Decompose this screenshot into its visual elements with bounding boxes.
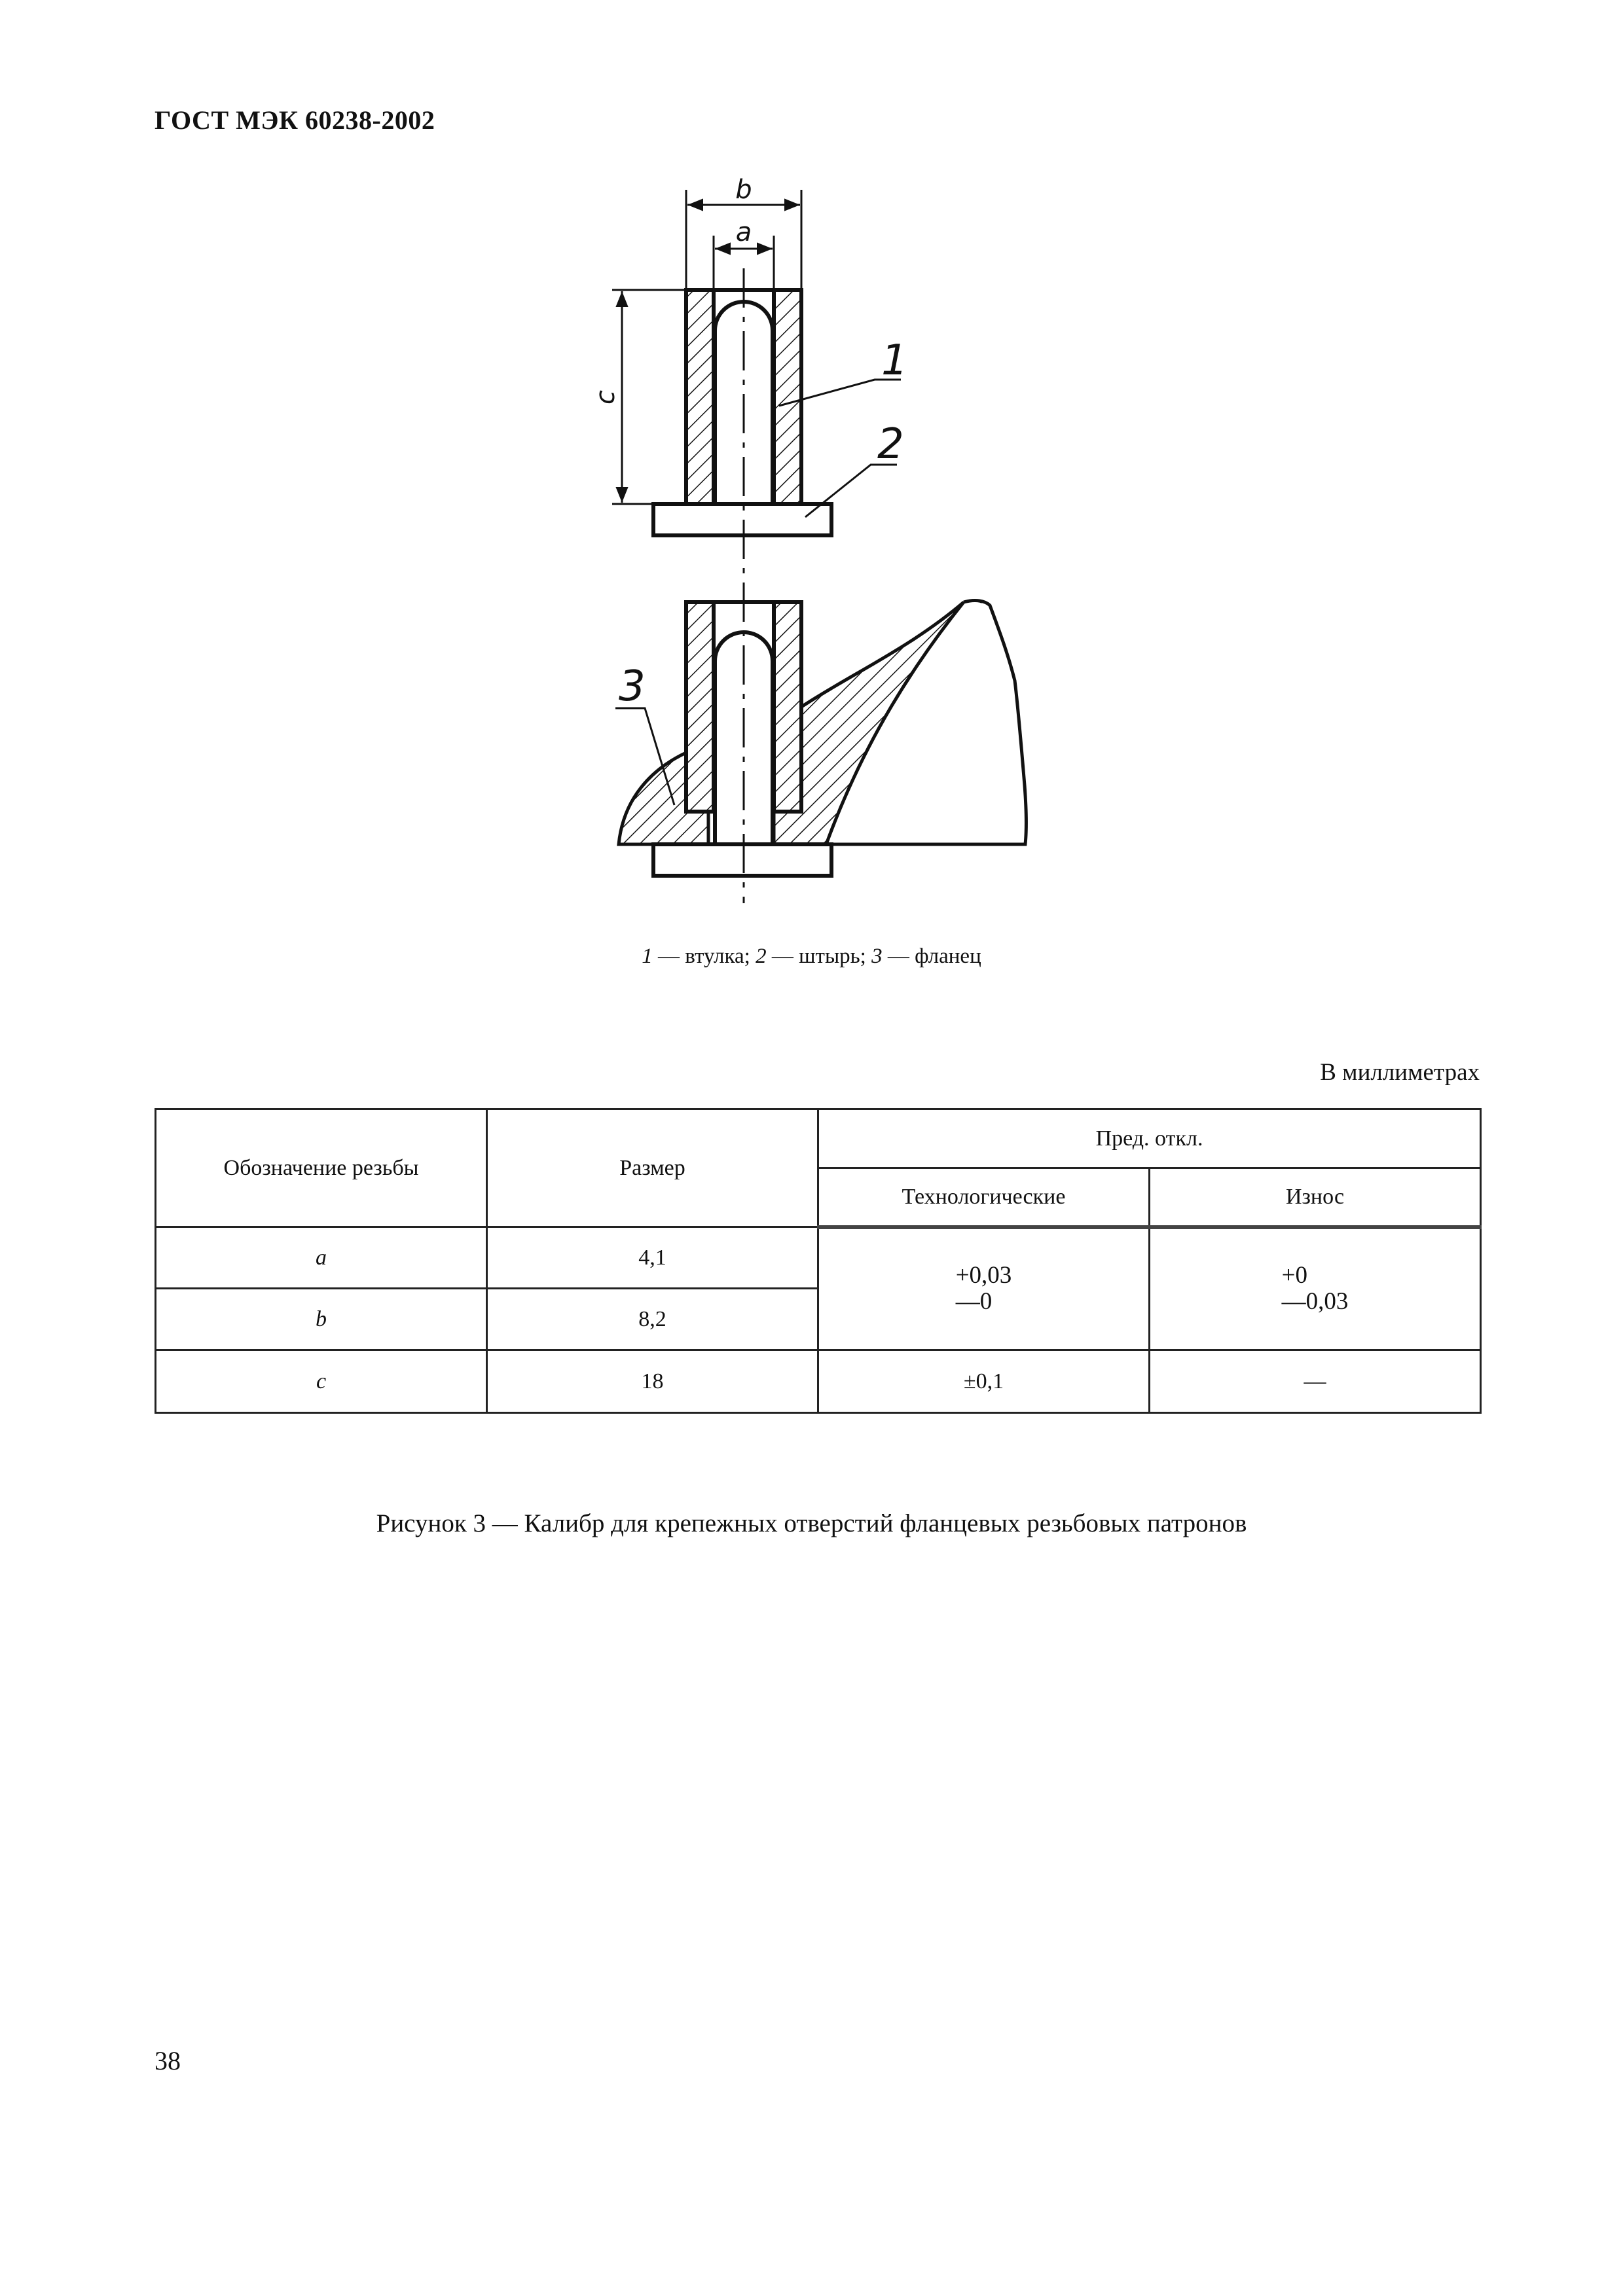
figure-caption: Рисунок 3 — Калибр для крепежных отверстий фланцевых резьбовых патронов (376, 1509, 1247, 1537)
dimensions-table (155, 1108, 1482, 1414)
header-designation: Обозначение резьбы (156, 1109, 487, 1227)
legend-number-1: 1 (642, 944, 653, 968)
legend-text-2: — штырь; (766, 944, 872, 968)
upper-bushing-view (591, 175, 908, 535)
header-wear: Износ (1150, 1168, 1481, 1227)
tolerance-lower: —0,03 (1281, 1288, 1349, 1316)
bushing-wall-right (774, 290, 801, 504)
legend-text-1: — втулка; (652, 944, 756, 968)
wear-tolerance-c: — (1150, 1350, 1481, 1413)
tech-tolerance-c: ±0,1 (818, 1350, 1150, 1413)
bushing-wall-left (686, 290, 714, 504)
legend-text-3: — фланец (882, 944, 981, 968)
part-label-1: 1 (881, 336, 908, 385)
bushing-wall-left-lower (686, 602, 714, 812)
designation-cell: b (156, 1289, 487, 1350)
units-note: В миллиметрах (1320, 1059, 1480, 1086)
bushing-wall-right-lower (774, 602, 801, 812)
size-cell: 4,1 (487, 1227, 818, 1289)
size-cell: 18 (487, 1350, 818, 1413)
legend-number-3: 3 (871, 944, 883, 968)
header-deviation: Пред. откл. (818, 1109, 1481, 1168)
wear-tolerance-ab (1150, 1227, 1481, 1350)
table-row (156, 1350, 1481, 1413)
pin-base-plate-lower (653, 844, 831, 876)
dimension-a-label: a (735, 217, 752, 247)
page-number: 38 (155, 2046, 181, 2075)
figure-legend (0, 944, 1623, 969)
document-header: ГОСТ МЭК 60238-2002 (155, 105, 435, 135)
pin-base-plate (653, 504, 831, 535)
gauge-drawing (0, 0, 1623, 929)
lower-flange-view (615, 600, 1026, 876)
tech-tolerance-ab (818, 1227, 1150, 1350)
tolerance-upper: +0,03 (955, 1262, 1012, 1289)
part-label-3: 3 (619, 662, 646, 711)
designation-cell: a (156, 1227, 487, 1289)
designation-cell: c (156, 1350, 487, 1413)
dimension-b-label: b (735, 175, 752, 205)
part-label-2: 2 (877, 420, 904, 469)
header-technological: Технологические (818, 1168, 1150, 1227)
tolerance-lower: —0 (955, 1288, 993, 1316)
legend-number-2: 2 (756, 944, 767, 968)
dimension-c-label: c (591, 390, 621, 404)
table-row (156, 1227, 1481, 1289)
size-cell: 8,2 (487, 1289, 818, 1350)
tolerance-upper: +0 (1281, 1262, 1307, 1289)
header-size: Размер (487, 1109, 818, 1227)
